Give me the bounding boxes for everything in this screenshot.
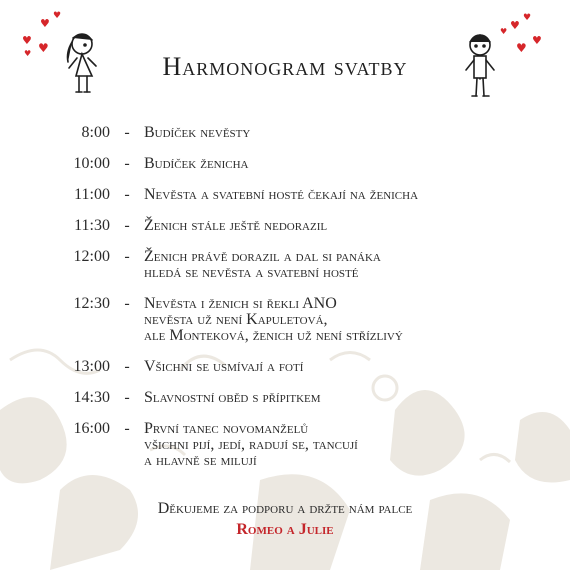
- schedule-time: 12:30: [73, 295, 110, 312]
- heart-icon: ♥: [516, 41, 527, 55]
- schedule-time: 11:00: [74, 186, 110, 203]
- schedule-description-line: Ženich právě dorazil a dal si panáka: [144, 248, 381, 265]
- schedule-time: 14:30: [73, 389, 110, 406]
- schedule-dash: -: [124, 248, 130, 265]
- schedule-time: 11:30: [74, 217, 110, 234]
- schedule-description-line: Nevěsta a svatební hosté čekají na ženicha: [144, 186, 419, 203]
- schedule-dash: -: [124, 155, 130, 172]
- schedule-row: [62, 249, 532, 281]
- schedule-dash: -: [124, 295, 130, 312]
- schedule-dash: -: [124, 124, 130, 141]
- thanks-text: Děkujeme za podporu a držte nám palce: [157, 500, 413, 517]
- heart-icon: ♥: [532, 34, 542, 47]
- page-title: Harmonogram svatby: [162, 52, 408, 81]
- schedule-description: [144, 390, 532, 406]
- schedule-description: [144, 156, 532, 172]
- schedule-description: [144, 187, 532, 203]
- heart-icon: ♥: [510, 19, 520, 32]
- heart-icon: ♥: [24, 49, 32, 58]
- schedule-description-line: všichni pijí, jedí, radují se, tancují: [144, 436, 358, 453]
- schedule-description: [144, 296, 532, 344]
- schedule-description-line: hledá se nevěsta a svatební hosté: [144, 264, 359, 281]
- schedule-dash: -: [124, 420, 130, 437]
- schedule-description: [144, 218, 532, 234]
- couple-names: Romeo a Julie: [236, 521, 334, 538]
- schedule-time: 10:00: [73, 155, 110, 172]
- schedule-time: 16:00: [73, 420, 110, 437]
- schedule-time: 12:00: [73, 248, 110, 265]
- heart-icon: ♥: [22, 34, 32, 47]
- schedule-description-line: Budíček nevěsty: [144, 124, 251, 141]
- schedule-dash: -: [124, 358, 130, 375]
- schedule-description: [144, 249, 532, 281]
- schedule-description-line: ale Monteková, ženich už není střízlivý: [144, 327, 403, 344]
- schedule-description: [144, 421, 532, 469]
- schedule-description-line: Všichni se usmívají a fotí: [144, 358, 304, 375]
- schedule-description-line: nevěsta už není Kapuletová,: [144, 311, 328, 328]
- schedule-description-line: Slavnostní oběd s přípitkem: [144, 389, 321, 406]
- schedule-description-line: Budíček ženicha: [144, 155, 249, 172]
- heart-icon: ♥: [500, 27, 508, 36]
- schedule-description-line: První tanec novomanželů: [144, 420, 309, 437]
- schedule-description-line: Nevěsta i ženich si řekli ANO: [144, 295, 337, 312]
- schedule-row: [62, 390, 532, 406]
- schedule-row: [62, 156, 532, 172]
- heart-icon: ♥: [38, 41, 49, 55]
- schedule-row: [62, 421, 532, 469]
- schedule-description-line: Ženich stále ještě nedorazil: [144, 217, 328, 234]
- schedule-row: [62, 296, 532, 344]
- schedule-dash: -: [124, 186, 130, 203]
- schedule-description: [144, 125, 532, 141]
- schedule-description: [144, 359, 532, 375]
- schedule-row: [62, 359, 532, 375]
- schedule-list: [62, 125, 532, 469]
- schedule-row: [62, 218, 532, 234]
- schedule-dash: -: [124, 217, 130, 234]
- schedule-description-line: a hlavně se milují: [144, 452, 257, 469]
- schedule-row: [62, 187, 532, 203]
- heart-icon: ♥: [523, 13, 532, 23]
- heart-icon: ♥: [40, 17, 50, 30]
- heart-icon: ♥: [53, 11, 62, 21]
- schedule-time: 13:00: [73, 358, 110, 375]
- schedule-row: [62, 125, 532, 141]
- schedule-time: 8:00: [81, 124, 110, 141]
- schedule-dash: -: [124, 389, 130, 406]
